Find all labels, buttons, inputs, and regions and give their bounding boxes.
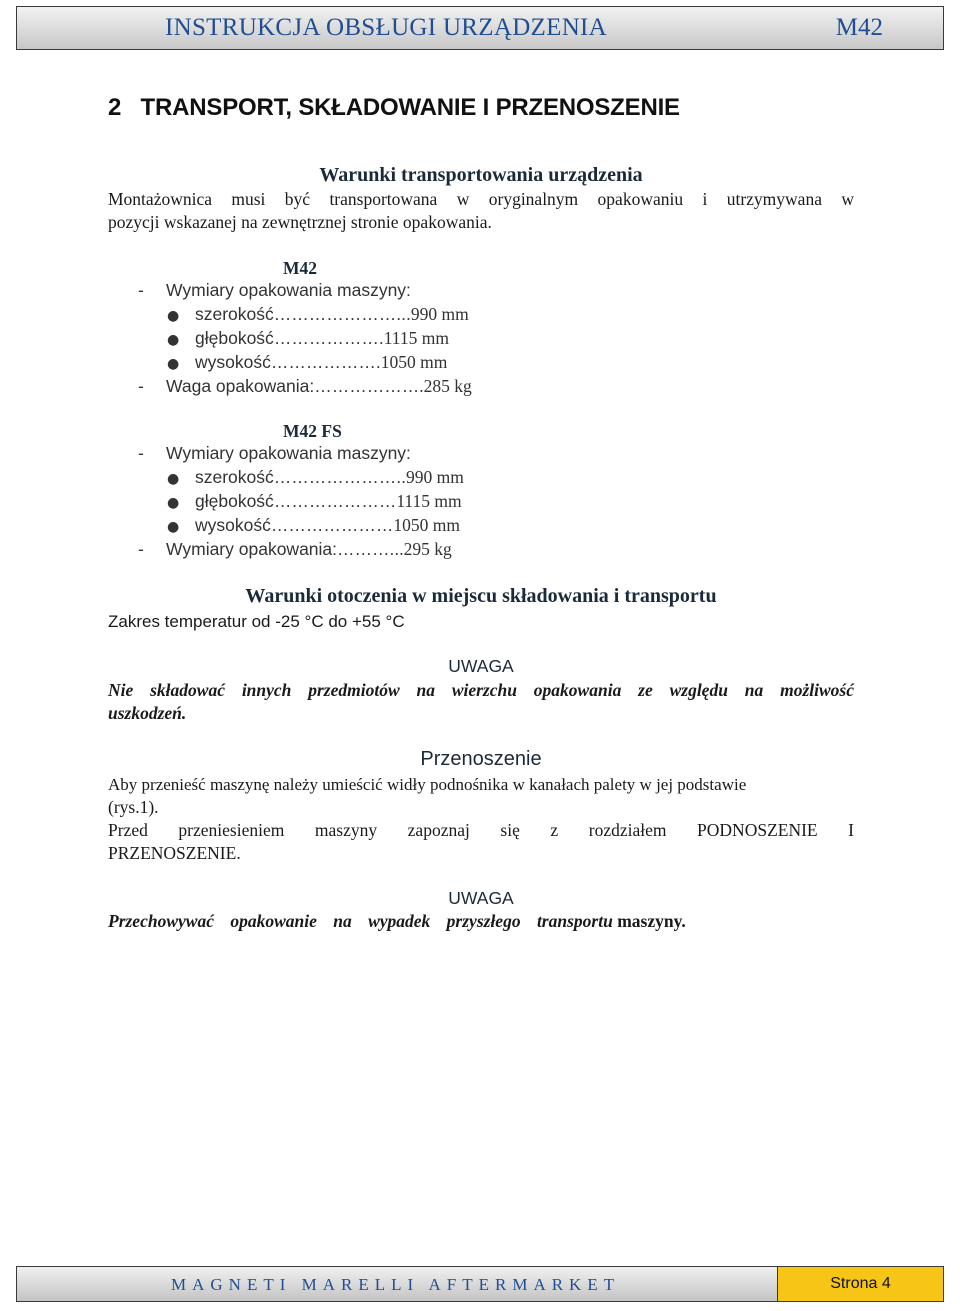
m42fs-dims-label: Wymiary opakowania maszyny: <box>166 443 411 463</box>
m42-model-label: M42 <box>283 258 318 278</box>
m42-dims-row: - Wymiary opakowania maszyny: <box>138 280 411 300</box>
page-number: Strona 4 <box>777 1267 943 1301</box>
moving-final-italic: Przechowywać opakowanie na wypadek przyszłego transportu <box>108 911 613 931</box>
moving-final-bold: maszyny. <box>612 911 686 931</box>
bullet-icon: ● <box>167 332 180 348</box>
moving-warning-label: UWAGA <box>448 888 514 908</box>
moving-text-line4: PRZENOSZENIE. <box>108 843 241 863</box>
bullet-icon: ● <box>167 356 180 372</box>
moving-text-line2: (rys.1). <box>108 797 159 817</box>
list-item: ● szerokość…………………..990 mm <box>167 467 464 487</box>
transport-text-line1: Montażownica musi być transportowana w oryginalnym opakowaniu i utrzymywana w <box>108 189 854 209</box>
moving-text-line1: Aby przenieść maszynę należy umieścić widły podnośnika w kanałach palety w jej podstawie <box>108 775 747 794</box>
storage-warning-line1: Nie składować innych przedmiotów na wierzchu opakowania ze względu na możliwość <box>108 680 854 700</box>
m42fs-weight-row: - Wymiary opakowania:………...295 kg <box>138 539 452 559</box>
moving-final-note <box>108 910 854 933</box>
list-item: ● wysokość…………………1050 mm <box>167 515 460 535</box>
page-footer <box>16 1266 944 1302</box>
list-item: ● głębokość…………………1115 mm <box>167 491 462 511</box>
storage-heading: Warunki otoczenia w miejscu składowania i transportu <box>245 585 717 607</box>
footer-brand: MAGNETI MARELLI AFTERMARKET <box>171 1275 621 1294</box>
m42fs-dims-row: - Wymiary opakowania maszyny: <box>138 443 411 463</box>
bullet-icon: ● <box>167 519 180 535</box>
header-title: INSTRUKCJA OBSŁUGI URZĄDZENIA <box>165 14 608 41</box>
bullet-icon: ● <box>167 471 180 487</box>
bullet-icon: ● <box>167 308 180 324</box>
storage-temperature: Zakres temperatur od -25 °C do +55 °C <box>108 612 405 631</box>
m42-dims-label: Wymiary opakowania maszyny: <box>166 280 411 300</box>
list-item: ● szerokość…………………...990 mm <box>167 304 469 324</box>
page-header <box>16 6 944 50</box>
bullet-icon: ● <box>167 495 180 511</box>
header-model: M42 <box>835 14 883 41</box>
list-item: ● głębokość……………….1115 mm <box>167 328 449 348</box>
storage-warning-label: UWAGA <box>448 656 514 676</box>
storage-warning-line2: uszkodzeń. <box>108 703 187 723</box>
section-title: 2 TRANSPORT, SKŁADOWANIE I PRZENOSZENIE <box>108 94 680 121</box>
moving-heading: Przenoszenie <box>420 748 542 770</box>
m42fs-model-label: M42 FS <box>283 421 342 441</box>
list-item: ● wysokość……………….1050 mm <box>167 352 448 372</box>
m42-weight-row: - Waga opakowania:……………….285 kg <box>138 376 472 396</box>
moving-text-line3: Przed przeniesieniem maszyny zapoznaj się z rozdziałem PODNOSZENIE I <box>108 820 854 840</box>
transport-heading: Warunki transportowania urządzenia <box>319 164 643 186</box>
transport-text-line2: pozycji wskazanej na zewnętrznej stronie opakowania. <box>108 212 492 232</box>
